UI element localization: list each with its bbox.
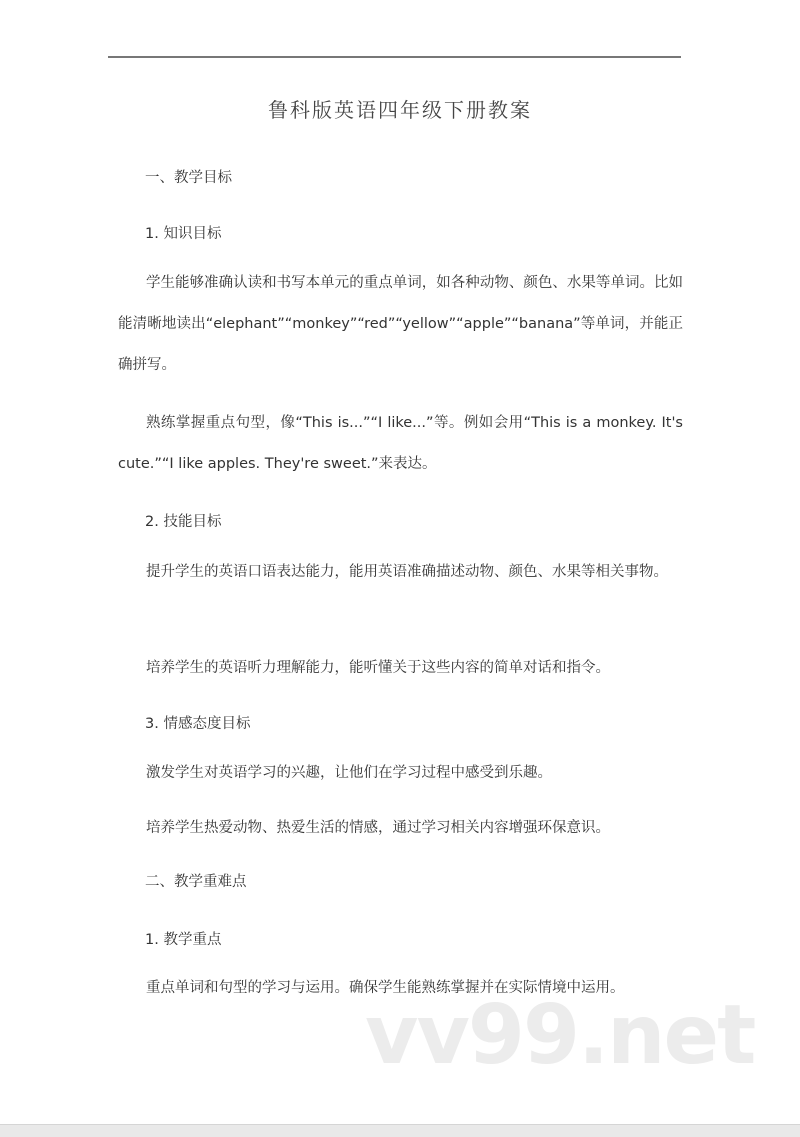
paragraph: 重点单词和句型的学习与运用。确保学生能熟练掌握并在实际情境中运用。	[146, 980, 625, 996]
subsection-heading: 2. 技能目标	[145, 514, 222, 530]
paragraph: 学生能够准确认读和书写本单元的重点单词，如各种动物、颜色、水果等单词。比如能清晰地读出“elephant”“monkey”“red”“yellow”“apple”“banana”等单词，并能正确拼写。	[118, 275, 683, 373]
header-rule	[108, 56, 681, 58]
paragraph: 培养学生热爱动物、热爱生活的情感，通过学习相关内容增强环保意识。	[146, 820, 610, 836]
subsection-heading: 1. 知识目标	[145, 226, 222, 242]
section-heading: 一、教学目标	[145, 170, 232, 186]
document-title: 鲁科版英语四年级下册教案	[268, 98, 532, 122]
paragraph: 激发学生对英语学习的兴趣，让他们在学习过程中感受到乐趣。	[146, 765, 552, 781]
section-heading: 二、教学重难点	[145, 874, 247, 890]
paragraph: 培养学生的英语听力理解能力，能听懂关于这些内容的简单对话和指令。	[146, 660, 610, 676]
subsection-heading: 3. 情感态度目标	[145, 716, 251, 732]
watermark: vv99.net	[365, 988, 755, 1083]
paragraph: 提升学生的英语口语表达能力，能用英语准确描述动物、颜色、水果等相关事物。	[146, 564, 668, 580]
subsection-heading: 1. 教学重点	[145, 932, 222, 948]
paragraph: 熟练掌握重点句型，像“This is...”“I like...”等。例如会用“This is a monkey. It's cute.”“I like apples. They're sweet.”来表达。	[118, 415, 683, 472]
